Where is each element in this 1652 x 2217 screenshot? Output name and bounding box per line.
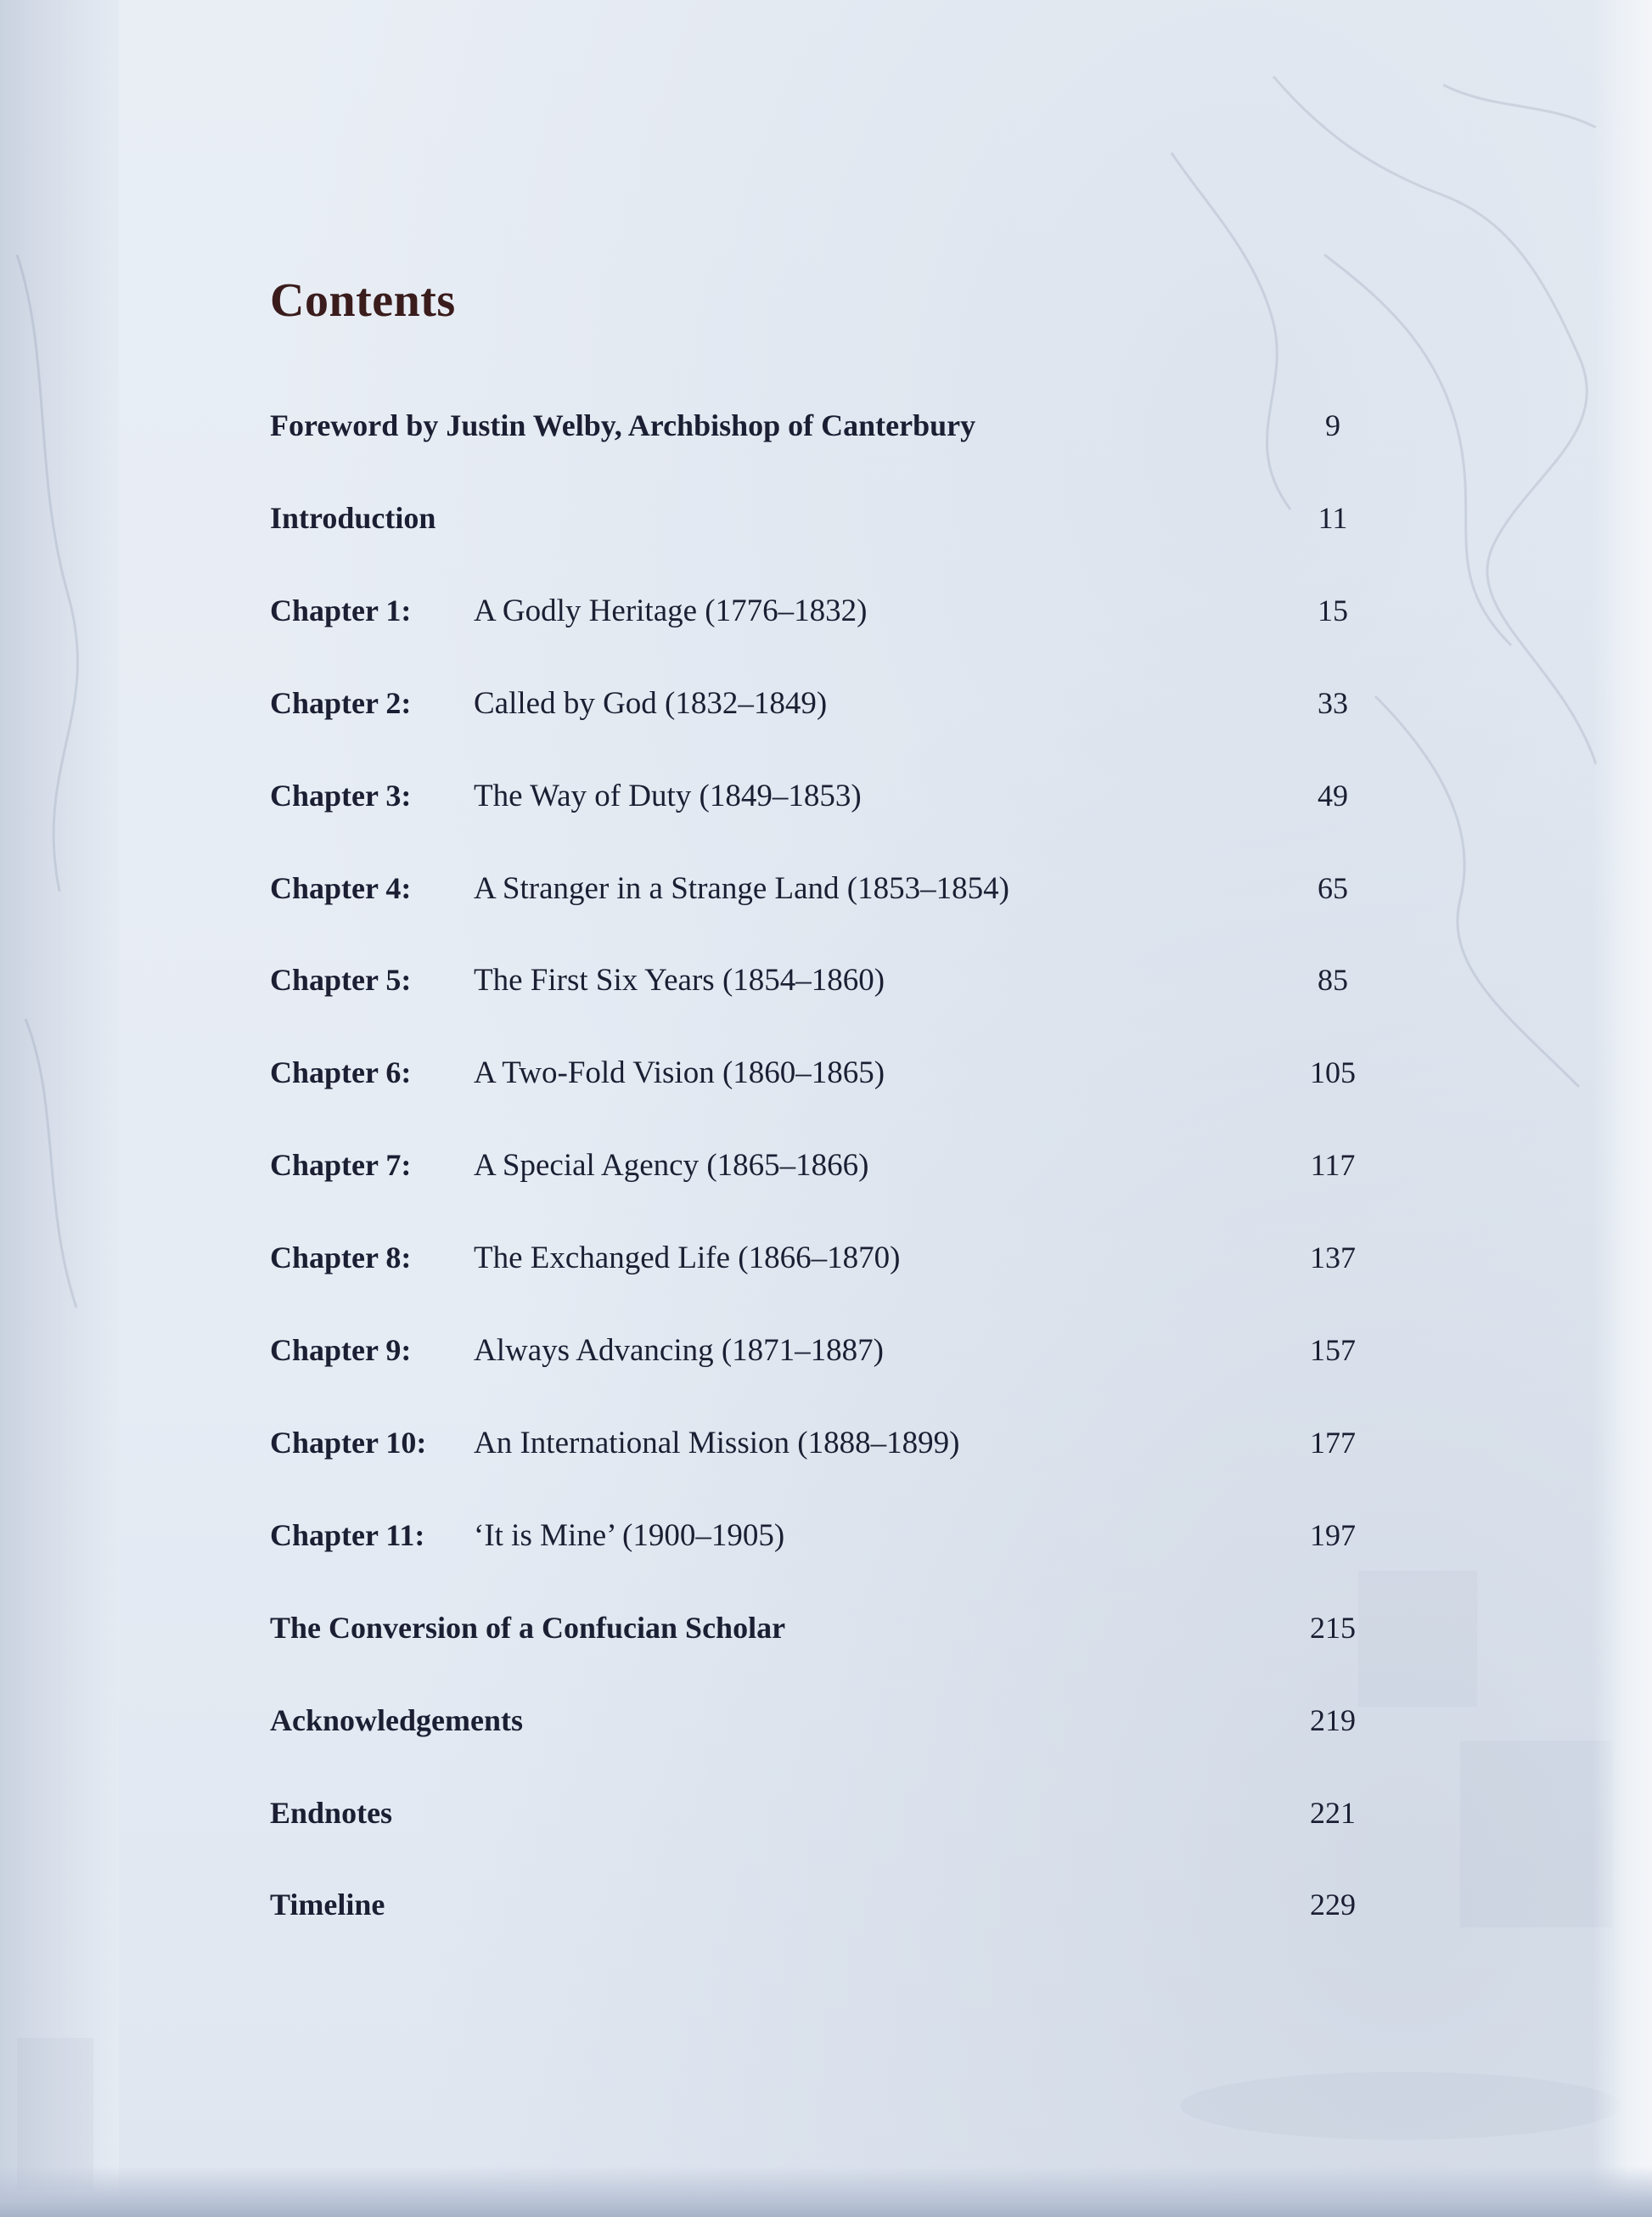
right-page-edge [1593,0,1652,2217]
toc-entry [270,685,1384,736]
toc-entry-page-number: 221 [1310,1796,1356,1830]
toc-entry [270,593,1384,644]
toc-entry-title: A Stranger in a Strange Land (1853–1854) [474,871,1009,906]
toc-entry-page-number: 215 [1310,1611,1356,1645]
toc-entry-page-number: 33 [1318,686,1348,720]
toc-entry-label: Foreword by Justin Welby, Archbishop of Canterbury [270,408,976,442]
toc-entry-page-number: 49 [1318,779,1348,813]
toc-entry-page-number: 177 [1310,1426,1356,1460]
toc-entry-page-number: 157 [1310,1333,1356,1367]
toc-entry-label: Introduction [270,501,436,535]
toc-entry-label: Chapter 10: [270,1426,427,1460]
toc-entry-page-number: 11 [1318,501,1348,535]
page-title: Contents [270,274,456,327]
toc-entry-page-number: 117 [1310,1148,1356,1182]
toc-entry-page-number: 15 [1318,594,1348,627]
toc-entry [270,1702,1384,1753]
toc-entry-label: The Conversion of a Confucian Scholar [270,1611,786,1645]
toc-entry-page-number: 229 [1310,1888,1356,1922]
toc-entry-page-number: 105 [1310,1055,1356,1089]
toc-entry-label: Chapter 1: [270,594,412,627]
toc-entry-title: A Two-Fold Vision (1860–1865) [474,1055,885,1090]
toc-entry-label: Chapter 9: [270,1333,412,1367]
toc-entry-title: A Special Agency (1865–1866) [474,1148,869,1183]
toc-entry-label: Chapter 3: [270,779,412,813]
toc-entry-label: Chapter 2: [270,686,412,720]
toc-entry-label: Timeline [270,1888,385,1922]
toc-entry-label: Acknowledgements [270,1703,523,1737]
toc-entry-title: The Way of Duty (1849–1853) [474,779,862,813]
toc-entry [270,1332,1384,1383]
toc-entry-label: Chapter 7: [270,1148,412,1182]
toc-entry-label: Chapter 5: [270,963,412,997]
toc-entry-label: Endnotes [270,1796,393,1830]
toc-entry [270,1795,1384,1846]
toc-entry [270,778,1384,829]
toc-entry [270,408,1384,459]
toc-entry [270,870,1384,921]
toc-entry-title: The First Six Years (1854–1860) [474,963,885,998]
toc-entry-page-number: 85 [1318,963,1348,997]
toc-entry [270,1240,1384,1291]
toc-entry [270,1610,1384,1661]
toc-entry-title: The Exchanged Life (1866–1870) [474,1241,901,1275]
toc-entry-title: ‘It is Mine’ (1900–1905) [474,1518,785,1553]
toc-entry [270,500,1384,551]
toc-entry-title: A Godly Heritage (1776–1832) [474,594,868,628]
toc-entry-label: Chapter 8: [270,1241,412,1274]
toc-entry-title: Always Advancing (1871–1887) [474,1333,884,1368]
toc-entry [270,1517,1384,1568]
toc-entry-page-number: 219 [1310,1703,1356,1737]
toc-entry-title: An International Mission (1888–1899) [474,1426,960,1460]
toc-entry [270,962,1384,1013]
toc-entry-page-number: 9 [1325,408,1340,442]
toc-entry [270,1147,1384,1198]
toc-entry [270,1055,1384,1106]
toc-entry-title: Called by God (1832–1849) [474,686,828,721]
toc-entry-page-number: 197 [1310,1518,1356,1552]
toc-entry-label: Chapter 11: [270,1518,425,1552]
toc-entry-label: Chapter 4: [270,871,412,905]
toc-entry-page-number: 65 [1318,871,1348,905]
toc-entry [270,1887,1384,1938]
toc-entry [270,1425,1384,1476]
bottom-page-edge [0,2166,1652,2217]
toc-entry-label: Chapter 6: [270,1055,412,1089]
toc-entry-page-number: 137 [1310,1241,1356,1274]
